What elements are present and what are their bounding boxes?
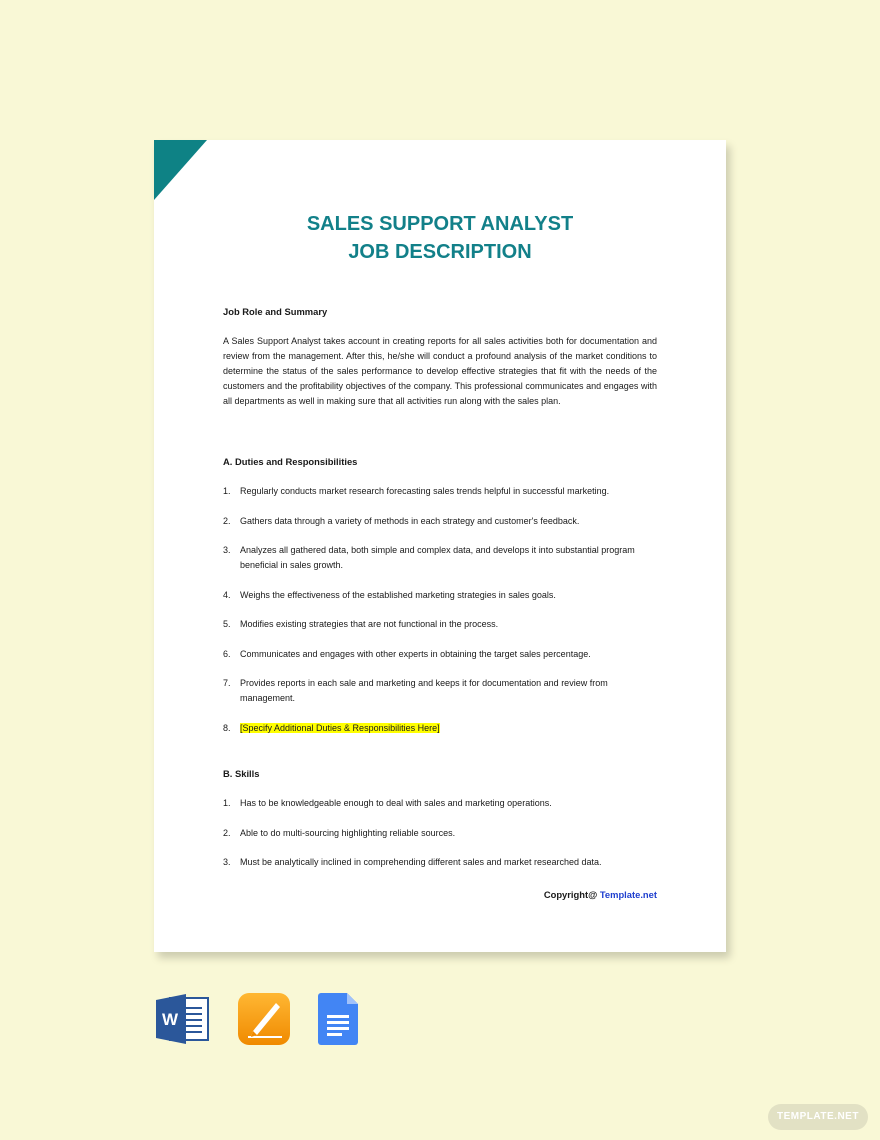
skills-list [223,796,657,870]
title-line-2: JOB DESCRIPTION [348,241,532,263]
copyright [544,889,657,900]
list-item: 7. Provides reports in each sale and marketing and keeps it for documentation and review from management. [223,678,608,703]
list-item: 4. Weighs the effectiveness of the established marketing strategies in sales goals. [223,589,556,600]
placeholder-highlight[interactable]: [Specify Additional Duties & Responsibilities Here] [240,722,440,733]
template-net-watermark: TEMPLATE.NET [768,1104,868,1130]
summary-paragraph: A Sales Support Analyst takes account in creating reports for all sales activities both for documentation and review from the management. After this, he/she will conduct a profound analysis of the market conditions to determine the status of the sales performance to develop effective strategies that fit with the needs of the customers and the profitability objectives of the company. This professional communicates and engages with all departments as well in making sure that all activities run along with the sales plan. [223,336,657,406]
list-item: 1. Has to be knowledgeable enough to deal with sales and marketing operations. [223,798,552,808]
list-item: 2. Able to do multi-sourcing highlighting reliable sources. [223,827,456,838]
word-icon[interactable] [156,994,210,1044]
list-item: 1. Regularly conducts market research forecasting sales trends helpful in successful marketing. [223,486,610,496]
document-page [154,140,726,952]
google-docs-icon[interactable] [318,993,358,1045]
list-item: 8. [Specify Additional Duties & Responsibilities Here] [223,722,440,733]
word-letter: W [161,1010,179,1029]
pages-icon[interactable] [238,993,290,1045]
list-item: 3. Analyzes all gathered data, both simple and complex data, and develops it into substantial program beneficial in sales growth. [223,545,635,570]
duties-list-container [223,484,657,750]
skills-heading: B. Skills [223,768,260,779]
corner-accent [154,140,207,200]
list-item: 3. Must be analytically inclined in comprehending different sales and market researched data. [223,857,602,867]
skills-list-container [223,796,657,885]
copyright-link[interactable]: Template.net [599,889,657,900]
summary-heading: Job Role and Summary [223,306,328,317]
duties-heading: A. Duties and Responsibilities [223,456,358,467]
copyright-label: Copyright@ [543,889,598,900]
list-item: 5. Modifies existing strategies that are not functional in the process. [223,619,499,629]
list-item: 2. Gathers data through a variety of methods in each strategy and customer's feedback. [223,515,580,526]
title-line-1: SALES SUPPORT ANALYST [306,213,574,235]
list-item: 6. Communicates and engages with other experts in obtaining the target sales percentage. [223,648,591,659]
duties-list [223,484,657,736]
document-title [154,210,726,266]
